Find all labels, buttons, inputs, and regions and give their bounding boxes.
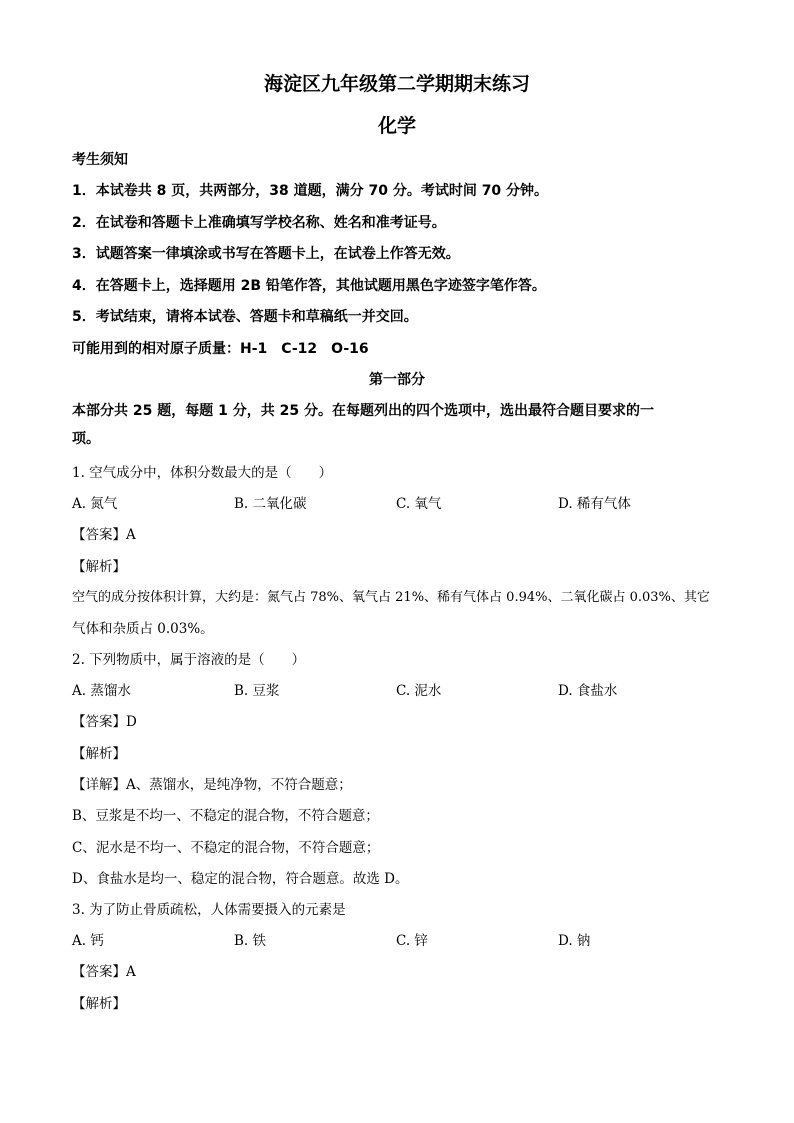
question-1-option-d: D. 稀有气体 — [558, 496, 631, 512]
question-1-option-b: B. 二氧化碳 — [234, 496, 307, 512]
question-2-stem: 2. 下列物质中，属于溶液的是（ ） — [72, 652, 306, 668]
question-2-analysis-line-4: D、食盐水是均一、稳定的混合物，符合题意。故选 D。 — [72, 871, 409, 887]
question-1-stem: 1. 空气成分中，体积分数最大的是（ ） — [72, 465, 333, 481]
question-3-option-b: B. 铁 — [234, 933, 267, 949]
question-2-option-d: D. 食盐水 — [558, 683, 618, 699]
question-3-option-d: D. 钠 — [558, 933, 591, 949]
question-3-answer: 【答案】A — [72, 964, 136, 980]
question-2-option-a: A. 蒸馏水 — [72, 683, 131, 699]
question-2-analysis-line-3: C、泥水是不均一、不稳定的混合物，不符合题意； — [72, 840, 380, 856]
notice-item-5: 5．考试结束，请将本试卷、答题卡和草稿纸一并交回。 — [72, 309, 418, 325]
question-1-option-a: A. 氮气 — [72, 496, 118, 512]
question-2-option-c: C. 泥水 — [396, 683, 442, 699]
part-instructions-line-2: 项。 — [72, 431, 100, 447]
notice-heading: 考生须知 — [72, 152, 128, 168]
question-1-analysis-line-1: 空气的成分按体积计算，大约是：氮气占 78%、氧气占 21%、稀有气体占 0.94%、二氧化碳占 0.03%、其它 — [72, 590, 710, 605]
part-instructions-line-1: 本部分共 25 题，每题 1 分，共 25 分。在每题列出的四个选项中，选出最符合题目要求的一 — [72, 403, 654, 419]
notice-item-4: 4．在答题卡上，选择题用 2B 铅笔作答，其他试题用黑色字迹签字笔作答。 — [72, 278, 546, 294]
question-3-stem: 3. 为了防止骨质疏松，人体需要摄入的元素是 — [72, 902, 346, 918]
question-2-answer: 【答案】D — [72, 714, 137, 730]
question-1-analysis-label: 【解析】 — [72, 559, 126, 575]
question-3-analysis-label: 【解析】 — [72, 996, 126, 1012]
atomic-mass-note: 可能用到的相对原子质量：H-1 C-12 O-16 — [72, 341, 369, 357]
question-2-analysis-line-2: B、豆浆是不均一、不稳定的混合物，不符合题意； — [72, 808, 379, 824]
notice-item-1: 1．本试卷共 8 页，共两部分，38 道题，满分 70 分。考试时间 70 分钟。 — [72, 183, 549, 199]
question-1-option-c: C. 氧气 — [396, 496, 442, 512]
question-1-answer: 【答案】A — [72, 527, 136, 543]
notice-item-2: 2．在试卷和答题卡上准确填写学校名称、姓名和准考证号。 — [72, 215, 446, 231]
question-1-analysis-line-2: 气体和杂质占 0.03%。 — [72, 621, 214, 637]
part-heading: 第一部分 — [369, 372, 425, 388]
notice-item-3: 3．试题答案一律填涂或书写在答题卡上，在试卷上作答无效。 — [72, 246, 460, 262]
question-2-analysis-line-1: 【详解】A、蒸馏水，是纯净物，不符合题意； — [72, 777, 352, 793]
question-3-option-c: C. 锌 — [396, 933, 428, 949]
question-3-option-a: A. 钙 — [72, 933, 104, 949]
exam-title: 海淀区九年级第二学期期末练习 — [263, 73, 530, 95]
exam-subject: 化学 — [377, 115, 416, 137]
question-2-option-b: B. 豆浆 — [234, 683, 280, 699]
question-2-analysis-label: 【解析】 — [72, 746, 126, 762]
